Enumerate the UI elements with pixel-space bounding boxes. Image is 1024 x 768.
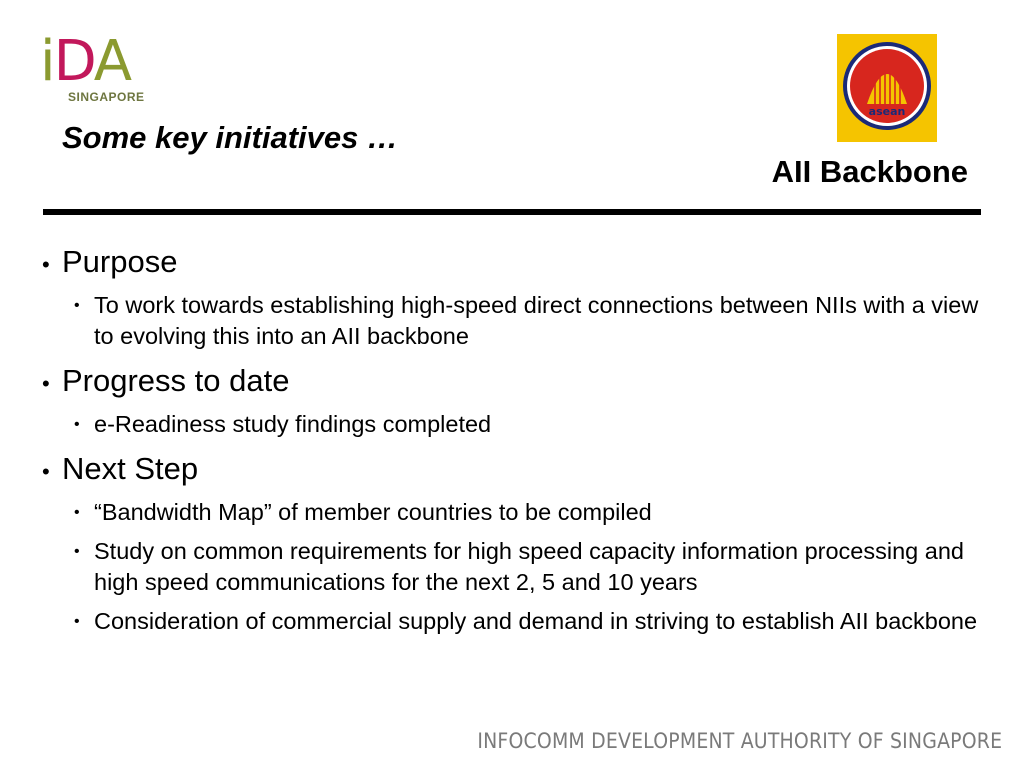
ida-logo-subtext: SINGAPORE <box>68 90 145 104</box>
section-heading-text: Progress to date <box>62 363 290 398</box>
sub-bullet-icon: • <box>74 543 80 560</box>
item-list <box>42 290 992 352</box>
slide-title: AII Backbone <box>771 154 968 189</box>
ida-logo <box>40 30 160 108</box>
list-item <box>42 497 992 528</box>
section-purpose <box>42 243 992 352</box>
list-item <box>42 409 992 440</box>
ida-logo-letter-a: A <box>93 29 131 94</box>
sub-bullet-icon: • <box>74 297 80 314</box>
title-divider <box>43 209 981 215</box>
section-heading-text: Purpose <box>62 244 178 279</box>
footer-organization: INFOCOMM DEVELOPMENT AUTHORITY OF SINGAPORE <box>477 729 1002 753</box>
list-item-text: e-Readiness study findings completed <box>94 411 492 437</box>
ida-logo-letters <box>40 30 130 94</box>
bullet-icon: • <box>42 371 50 396</box>
sub-bullet-icon: • <box>74 416 80 433</box>
ida-logo-letter-i: i <box>40 29 54 94</box>
slide-content <box>42 243 992 645</box>
item-list <box>42 409 992 440</box>
list-item <box>42 290 992 352</box>
section-heading <box>42 450 992 491</box>
asean-logo <box>837 34 937 142</box>
slide-subtitle: Some key initiatives … <box>62 120 398 155</box>
section-heading <box>42 362 992 403</box>
item-list <box>42 497 992 637</box>
section-heading-text: Next Step <box>62 451 199 486</box>
sub-bullet-icon: • <box>74 613 80 630</box>
section-heading <box>42 243 992 284</box>
section-next-step <box>42 450 992 637</box>
list-item-text: Study on common requirements for high speed capacity information processing and high speed communications for the next 2, 5 and 10 years <box>94 538 964 595</box>
bullet-icon: • <box>42 459 50 484</box>
list-item <box>42 606 992 637</box>
asean-logo-text: asean <box>868 105 906 118</box>
list-item-text: “Bandwidth Map” of member countries to be compiled <box>94 499 652 525</box>
ida-logo-letter-d: D <box>53 29 94 94</box>
list-item <box>42 536 992 598</box>
list-item-text: Consideration of commercial supply and demand in striving to establish AII backbone <box>94 608 978 634</box>
bullet-icon: • <box>42 252 50 277</box>
section-progress <box>42 362 992 440</box>
list-item-text: To work towards establishing high-speed direct connections between NIIs with a view to evolving this into an AII backbone <box>94 292 979 349</box>
sub-bullet-icon: • <box>74 504 80 521</box>
